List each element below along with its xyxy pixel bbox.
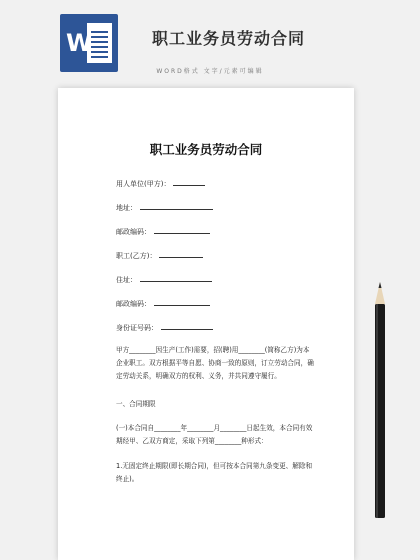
word-app-icon (60, 14, 118, 72)
word-icon-letter: W (66, 29, 93, 57)
document-page (58, 88, 354, 560)
field-label: 地址： (116, 204, 137, 212)
document-title: 职工业务员劳动合同 (149, 142, 263, 157)
field-label: 身份证号码： (116, 324, 158, 332)
field-postcode-2 (116, 298, 210, 309)
paragraph-preamble: 甲方________因生产(工作)需要，招(聘)用________(简称乙方)为本企业职工。双方根据平等自愿、协商一致的原则，订立劳动合同，确定劳动关系，明确双方的权利、义务，并共同遵守履行。 (116, 346, 314, 380)
blank-line[interactable] (154, 298, 210, 306)
paragraph-indefinite-term: 1.无固定终止期限(即长期合同)，但可按本合同第九条变更、解除和终止)。 (116, 462, 313, 483)
field-employer (116, 178, 205, 189)
header-subtitle: WORD格式 文字/元素可编辑 (156, 68, 264, 75)
blank-line[interactable] (140, 202, 213, 210)
field-label: 用人单位(甲方)： (116, 180, 171, 188)
field-label: 邮政编码： (116, 300, 151, 308)
blank-line[interactable] (154, 226, 210, 234)
pencil-icon (372, 282, 388, 522)
blank-line[interactable] (173, 178, 205, 186)
field-label: 职工(乙方)： (116, 252, 157, 260)
field-residence (116, 274, 212, 285)
field-employee (116, 250, 203, 261)
section-heading-term: 一、合同期限 (116, 400, 156, 408)
blank-line[interactable] (159, 250, 203, 258)
paragraph-term: (一)本合同自________年________月________日起生效，本合同有效期经甲、乙双方商定，采取下列第________种形式： (116, 424, 313, 445)
blank-line[interactable] (161, 322, 213, 330)
field-address (116, 202, 213, 213)
field-id-number (116, 322, 213, 333)
field-label: 住址： (116, 276, 137, 284)
header-title: 职工业务员劳动合同 (152, 29, 306, 48)
blank-line[interactable] (140, 274, 212, 282)
field-label: 邮政编码： (116, 228, 151, 236)
field-postcode (116, 226, 210, 237)
